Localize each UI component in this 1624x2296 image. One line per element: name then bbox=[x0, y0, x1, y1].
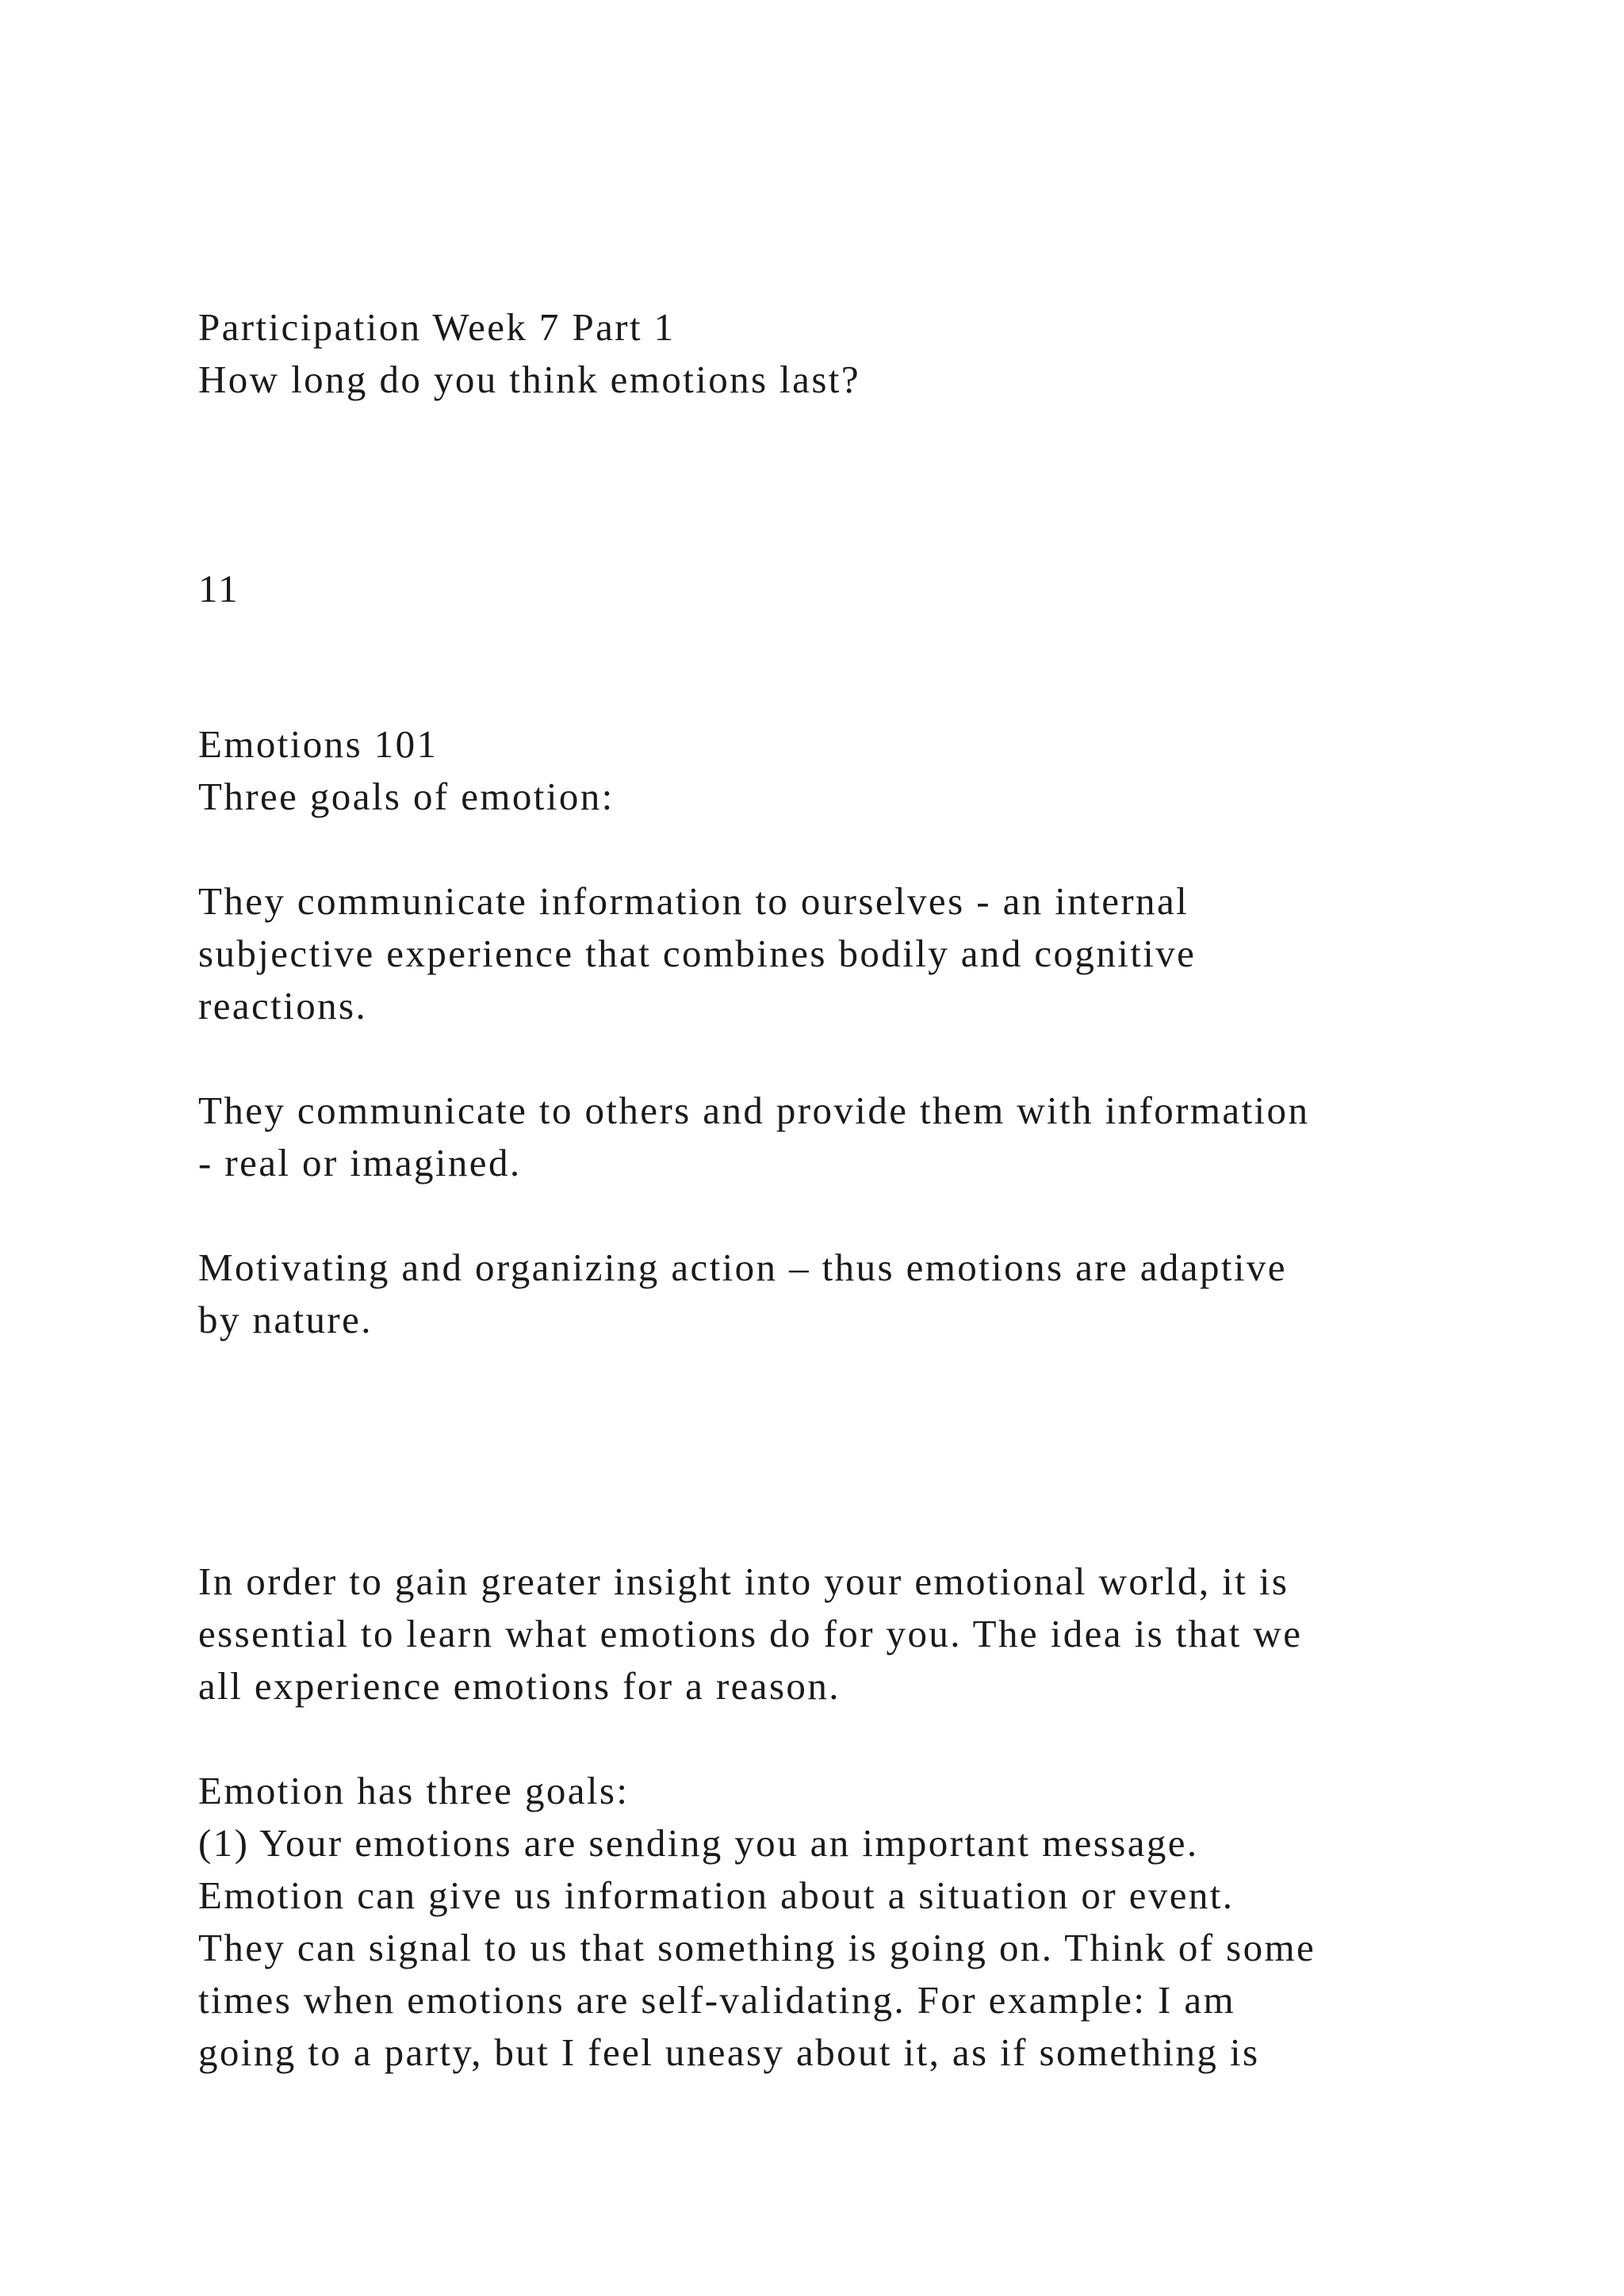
text-line: (1) Your emotions are sending you an important message. bbox=[198, 1821, 1199, 1865]
section-heading: Emotions 101 bbox=[198, 722, 439, 766]
text-line: going to a party, but I feel uneasy about it, as if something is bbox=[198, 2030, 1260, 2074]
text-line: Motivating and organizing action – thus emotions are adaptive bbox=[198, 1246, 1287, 1289]
text-line: subjective experience that combines bodily and cognitive bbox=[198, 932, 1197, 975]
text-line: Emotion can give us information about a situation or event. bbox=[198, 1873, 1235, 1917]
text-line: all experience emotions for a reason. bbox=[198, 1664, 841, 1708]
text-line: essential to learn what emotions do for you. The idea is that we bbox=[198, 1612, 1303, 1655]
text-line: They can signal to us that something is going on. Think of some bbox=[198, 1926, 1316, 1969]
text-line: Three goals of emotion: bbox=[198, 775, 615, 818]
text-line: Emotion has three goals: bbox=[198, 1769, 630, 1812]
text-line: - real or imagined. bbox=[198, 1141, 522, 1184]
title-line: Participation Week 7 Part 1 bbox=[198, 305, 676, 349]
text-line: They communicate to others and provide them with information bbox=[198, 1089, 1310, 1132]
text-line: reactions. bbox=[198, 984, 368, 1027]
text-line: In order to gain greater insight into your emotional world, it is bbox=[198, 1559, 1289, 1603]
question-line: How long do you think emotions last? bbox=[198, 358, 860, 401]
text-line: times when emotions are self-validating. For example: I am bbox=[198, 1978, 1236, 2022]
text-line: by nature. bbox=[198, 1298, 373, 1341]
page-number: 11 bbox=[198, 567, 239, 610]
text-line: They communicate information to ourselves - an internal bbox=[198, 879, 1189, 923]
